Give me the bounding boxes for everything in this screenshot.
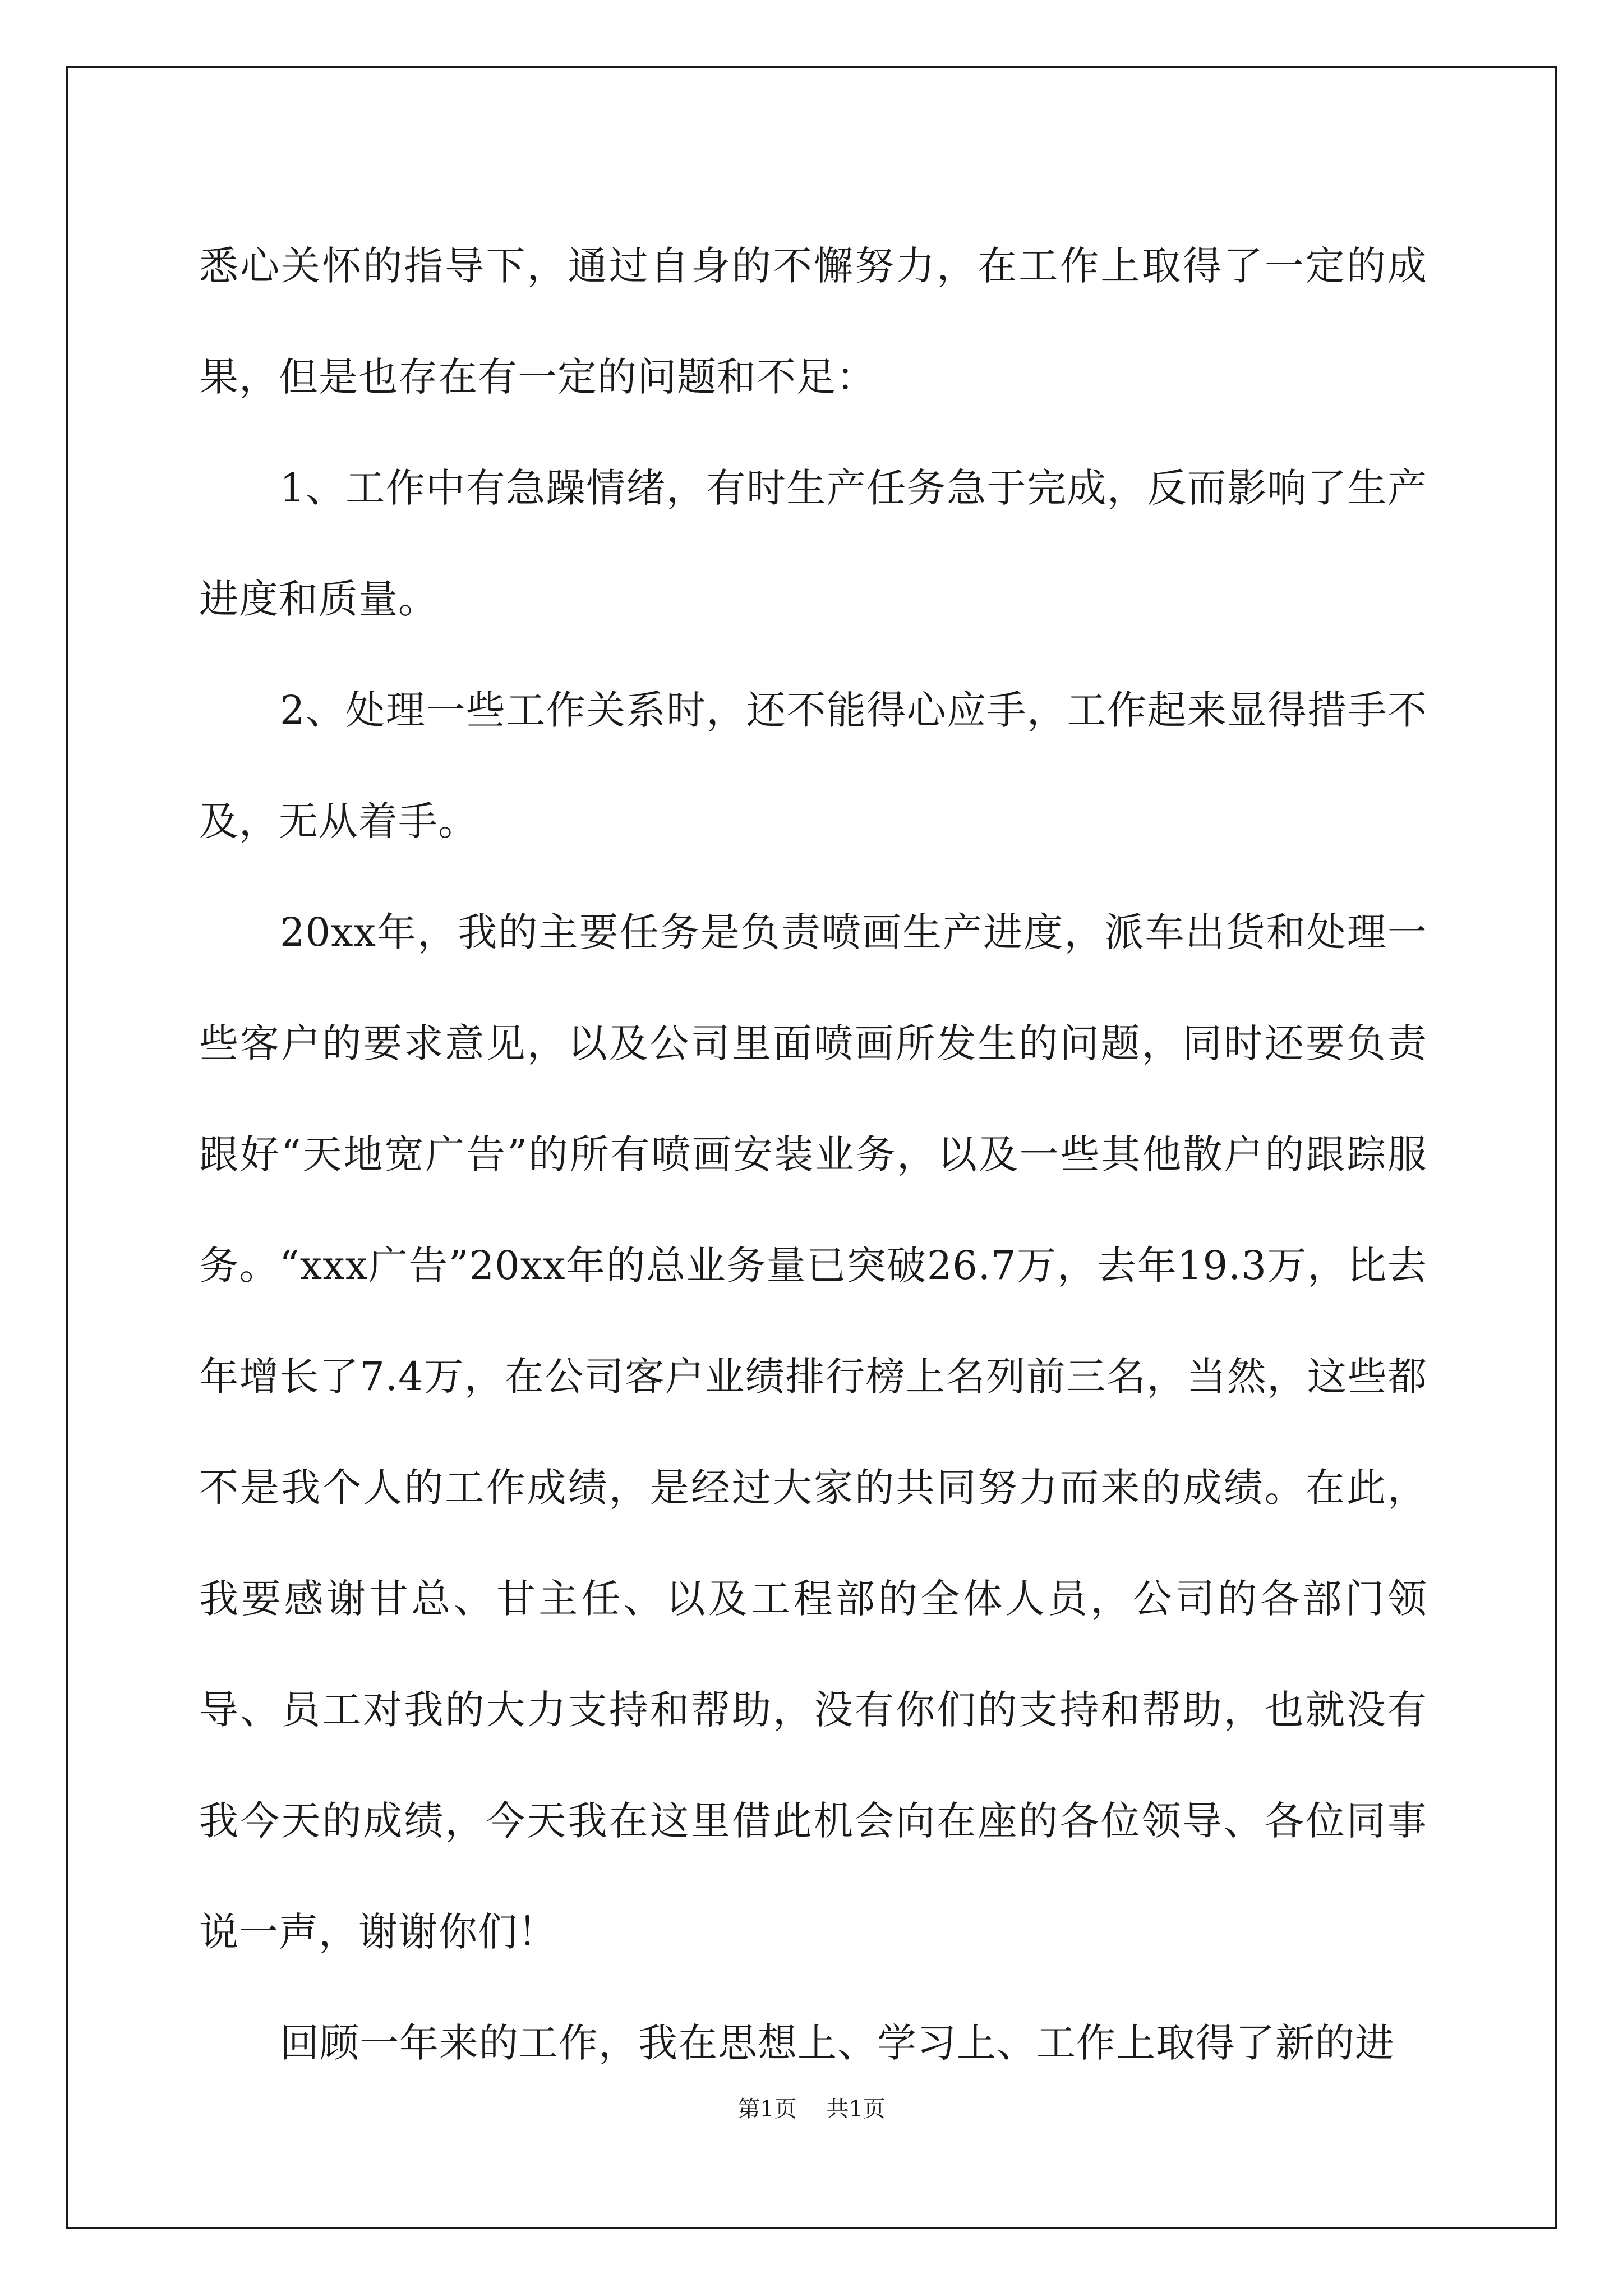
paragraph: 2、处理一些工作关系时，还不能得心应手，工作起来显得措手不及，无从着手。: [199, 687, 1427, 844]
page-number: 第1页: [737, 2096, 797, 2122]
page-total: 共1页: [826, 2096, 886, 2122]
paragraph: 悉心关怀的指导下，通过自身的不懈努力，在工作上取得了一定的成果，但是也存在有一定的问题和不足：: [199, 243, 1427, 400]
paragraph: 1、工作中有急躁情绪，有时生产任务急于完成，反而影响了生产进度和质量。: [199, 465, 1427, 622]
document-body: [199, 210, 1427, 2099]
paragraph: 回顾一年来的工作，我在思想上、学习上、工作上取得了新的进: [280, 2020, 1395, 2066]
page-footer: [0, 2091, 1623, 2123]
paragraph: 20xx年，我的主要任务是负责喷画生产进度，派车出货和处理一些客户的要求意见，以及公司里面喷画所发生的问题，同时还要负责跟好“天地宽广告”的所有喷画安装业务，以及一些其他散户的跟踪服务。“xxx广告”20xx年的总业务量已突破26.7万，去年19.3万，比去年增长了7.4万，在公司客户业绩排行榜上名列前三名，当然，这些都不是我个人的工作成绩，是经过大家的共同努力而来的成绩。在此，我要感谢甘总、甘主任、以及工程部的全体人员，公司的各部门领导、员工对我的大力支持和帮助，没有你们的支持和帮助，也就没有我今天的成绩，今天我在这里借此机会向在座的各位领导、各位同事说一声，谢谢你们！: [199, 909, 1427, 1955]
